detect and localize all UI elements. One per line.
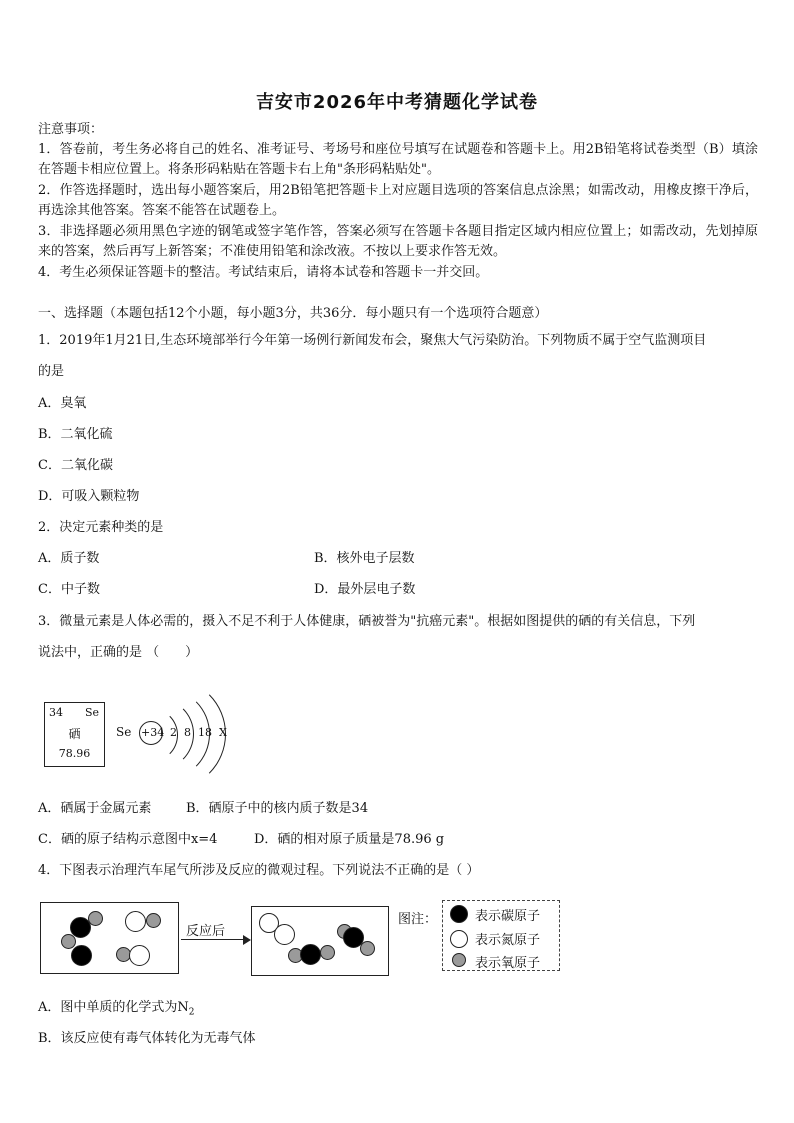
page-title: 吉安市2026年中考猜题化学试卷: [255, 92, 539, 113]
legend-nitrogen: 表示氮原子: [475, 933, 541, 948]
q2-option-d: D．最外层电子数: [314, 582, 416, 597]
carbon-legend-icon: [450, 905, 468, 923]
products-box: [251, 906, 389, 976]
notice-item-3: 3．非选择题必须用黑色字迹的钢笔或签字笔作答，答案必须写在答题卡各题目指定区域内相应位置上；如需改动，先划掉原来的答案，然后再写上新答案；不准使用铅笔和涂改液。不按以上要求作答无效。: [38, 224, 758, 259]
q3-options-row2: [38, 830, 758, 850]
q3-stem-line1: 3．微量元素是人体必需的，摄入不足不利于人体健康，硒被誉为"抗癌元素"。根据如图提供的硒的有关信息，下列: [38, 614, 696, 629]
q3-option-d: D．硒的相对原子质量是78.96 g: [254, 832, 445, 847]
arrow-label: 反应后: [186, 924, 226, 939]
q2-option-b: B．核外电子层数: [314, 551, 415, 566]
q1-stem-line2: 的是: [38, 364, 65, 379]
electron-counts: 2 8 18 X: [170, 726, 227, 739]
q4-option-a-subscript: 2: [188, 1007, 195, 1018]
notice-item-2: 2．作答选择题时，选出每小题答案后，用2B铅笔把答题卡上对应题目选项的答案信息点涂黑；如需改动，用橡皮擦干净后，再选涂其他答案。答案不能答在试题卷上。: [38, 183, 758, 218]
element-card: [44, 702, 105, 767]
q1-option-c: C．二氧化碳: [38, 458, 113, 473]
legend-oxygen: 表示氧原子: [475, 956, 541, 971]
nitrogen-legend-icon: [450, 930, 468, 948]
oxygen-atom: [320, 945, 335, 960]
q4-option-b: B．该反应使有毒气体转化为无毒气体: [38, 1031, 256, 1046]
legend-box: [442, 900, 560, 971]
q1-option-d: D．可吸入颗粒物: [38, 489, 140, 504]
q2-option-a: A．质子数: [38, 551, 100, 566]
q4-option-a-text: A．图中单质的化学式为N: [38, 1000, 189, 1015]
notice-item-4: 4．考生必须保证答题卡的整洁。考试结束后，请将本试卷和答题卡一并交回。: [38, 265, 489, 280]
nitrogen-atom: [125, 911, 146, 932]
q3-stem-line2: 说法中，正确的是 （ ）: [38, 645, 199, 660]
element-name: 硒: [68, 727, 81, 741]
diagram-symbol: Se: [116, 725, 132, 739]
q3-options-row1: [38, 799, 758, 819]
q3-option-a: A．硒属于金属元素: [38, 801, 152, 816]
q2-options-row2: [38, 580, 758, 600]
oxygen-atom: [360, 941, 375, 956]
nitrogen-atom: [129, 945, 150, 966]
oxygen-atom: [146, 913, 161, 928]
legend-label: 图注：: [398, 912, 438, 927]
notice-heading: 注意事项：: [38, 122, 104, 137]
notice-item-1: 1．答卷前，考生务必将自己的姓名、准考证号、考场号和座位号填写在试题卷和答题卡上。用2B铅笔将试卷类型（B）填涂在答题卡相应位置上。将条形码粘贴在答题卡右上角"条形码粘贴处"。: [38, 142, 758, 177]
q3-option-c: C．硒的原子结构示意图中x=4: [38, 832, 218, 847]
reactants-box: [40, 902, 179, 974]
element-mass: 78.96: [58, 747, 91, 760]
legend-carbon: 表示碳原子: [475, 909, 541, 924]
q1-option-a: A．臭氧: [38, 396, 87, 411]
q1-option-b: B．二氧化硫: [38, 427, 113, 442]
carbon-atom: [71, 945, 92, 966]
element-number: 34: [49, 706, 63, 719]
arrow-head-icon: [243, 935, 251, 945]
carbon-atom: [300, 944, 321, 965]
q1-stem-line1: 1．2019年1月21日,生态环境部举行今年第一场例行新闻发布会，聚焦大气污染防治。下列物质不属于空气监测项目: [38, 333, 707, 348]
q2-options-row1: [38, 549, 758, 569]
nitrogen-atom: [274, 924, 295, 945]
element-symbol: Se: [84, 706, 99, 719]
q4-stem: 4．下图表示治理汽车尾气所涉及反应的微观过程。下列说法不正确的是（ ）: [38, 863, 480, 878]
q3-option-b: B．硒原子中的核内质子数是34: [186, 801, 369, 816]
q4-option-a: [38, 998, 758, 1023]
section-heading: 一、选择题（本题包括12个小题，每小题3分，共36分．每小题只有一个选项符合题意）: [38, 306, 548, 321]
nucleus-charge: +34: [141, 726, 165, 739]
q2-option-c: C．中子数: [38, 582, 100, 597]
q2-stem: 2．决定元素种类的是: [38, 520, 164, 535]
reaction-arrow-line: [181, 939, 245, 940]
oxygen-legend-icon: [452, 953, 466, 967]
